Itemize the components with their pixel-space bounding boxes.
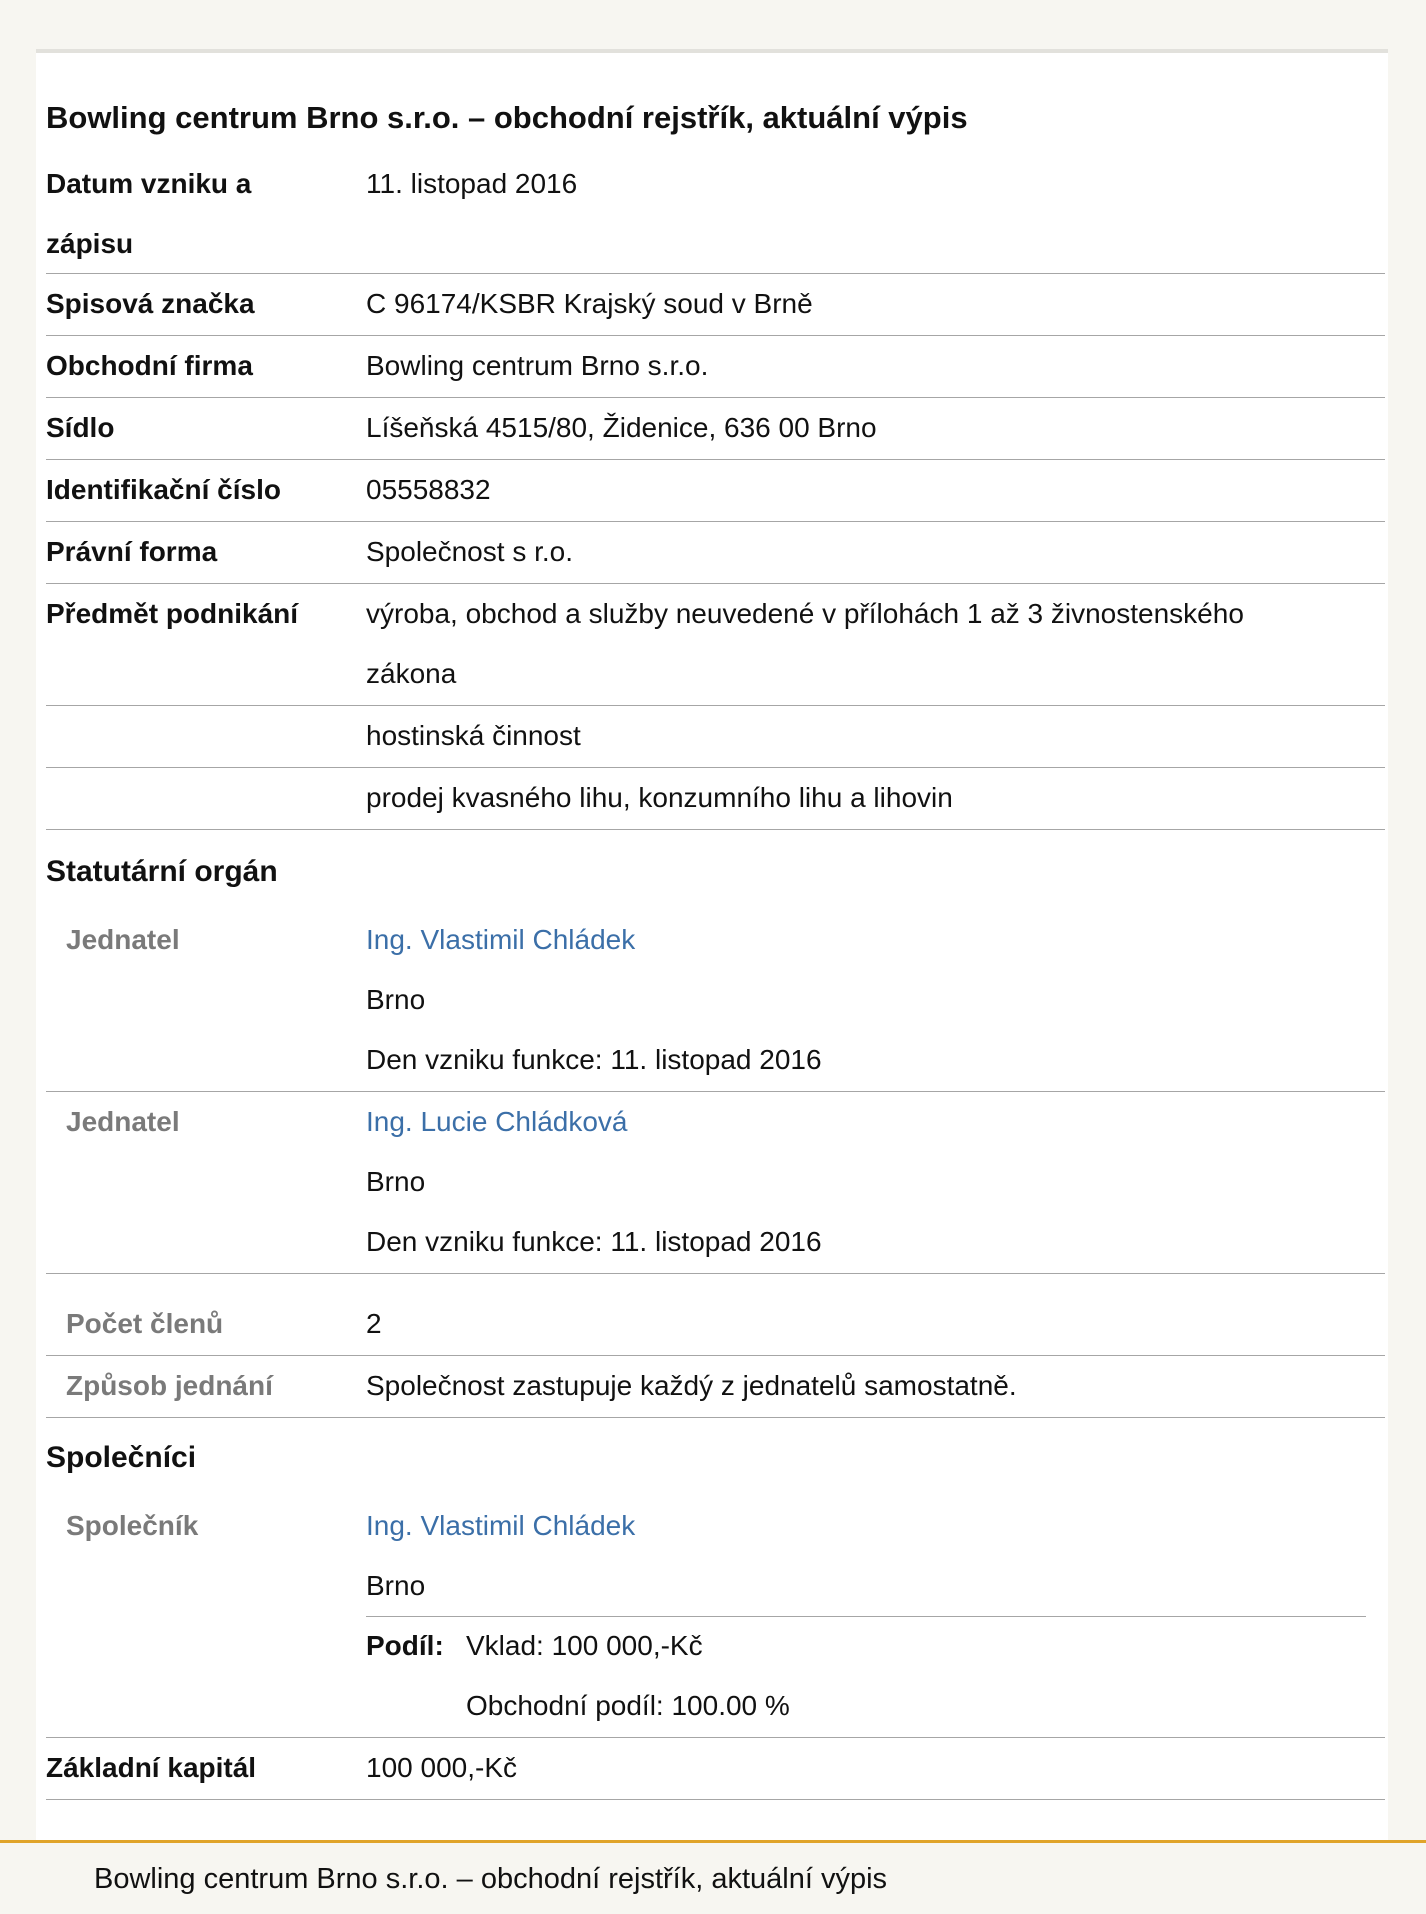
- predmet-item: zákona: [366, 658, 457, 689]
- person-link[interactable]: Ing. Lucie Chládková: [366, 1106, 628, 1137]
- label-jednatel: Jednatel: [66, 1106, 180, 1137]
- value-predmet-3: prodej kvasného lihu, konzumního lihu a lihovin: [366, 782, 953, 813]
- row-predmet-2: [46, 706, 1385, 768]
- value-jednatel-1: [366, 910, 1376, 1090]
- predmet-item: výroba, obchod a služby neuvedené v přílohách 1 až 3 živnostenského: [366, 598, 1244, 629]
- person-city: Brno: [366, 1570, 426, 1601]
- person-link[interactable]: Ing. Vlastimil Chládek: [366, 1510, 636, 1541]
- statutarni-table: [46, 910, 1385, 1418]
- row-jednatel-2: [46, 1092, 1385, 1274]
- row-ic: [46, 460, 1385, 522]
- label-zpusob: Způsob jednání: [66, 1370, 273, 1401]
- label-datum-line1: Datum vzniku a: [46, 168, 252, 199]
- row-forma: [46, 522, 1385, 584]
- value-kapital: 100 000,-Kč: [366, 1752, 517, 1783]
- value-jednatel-2: [366, 1092, 1376, 1272]
- row-predmet-1: [46, 584, 1385, 706]
- value-sidlo: Líšeňská 4515/80, Židenice, 636 00 Brno: [366, 412, 877, 443]
- value-ic: 05558832: [366, 474, 491, 505]
- label-forma: Právní forma: [46, 536, 218, 567]
- row-firma: [46, 336, 1385, 398]
- row-predmet-3: [46, 768, 1385, 830]
- row-jednatel-1: [46, 910, 1385, 1092]
- footer: [0, 1843, 1426, 1914]
- label-datum-line2: zápisu: [46, 228, 134, 259]
- label-spisova: Spisová značka: [46, 288, 255, 319]
- section-spolecnici: Společníci: [46, 1441, 197, 1474]
- value-spisova: C 96174/KSBR Krajský soud v Brně: [366, 288, 813, 319]
- row-spisova: [46, 274, 1385, 336]
- label-ic: Identifikační číslo: [46, 474, 281, 505]
- main-table: [46, 154, 1385, 830]
- value-zpusob: Společnost zastupuje každý z jednatelů samostatně.: [366, 1370, 1017, 1401]
- row-datum: [46, 154, 1385, 274]
- spolecnici-table: [46, 1496, 1385, 1800]
- podil-obchodni: Obchodní podíl: 100.00 %: [466, 1690, 790, 1721]
- row-pocet: [46, 1274, 1385, 1356]
- footer-text: Bowling centrum Brno s.r.o. – obchodní rejstřík, aktuální výpis: [94, 1863, 888, 1895]
- section-statutarni: Statutární orgán: [46, 855, 278, 888]
- row-sidlo: [46, 398, 1385, 460]
- person-since: Den vzniku funkce: 11. listopad 2016: [366, 1044, 822, 1075]
- person-city: Brno: [366, 1166, 426, 1197]
- podil-label: Podíl:: [366, 1630, 444, 1661]
- podil-vklad: Vklad: 100 000,-Kč: [466, 1630, 703, 1661]
- label-kapital: Základní kapitál: [46, 1752, 257, 1783]
- person-since: Den vzniku funkce: 11. listopad 2016: [366, 1226, 822, 1257]
- row-spolecnik: [46, 1496, 1385, 1738]
- row-kapital: [46, 1738, 1385, 1800]
- person-link[interactable]: Ing. Vlastimil Chládek: [366, 924, 636, 955]
- label-firma: Obchodní firma: [46, 350, 253, 381]
- label-spolecnik: Společník: [66, 1510, 199, 1541]
- person-city: Brno: [366, 984, 426, 1015]
- value-predmet-1: [366, 584, 1376, 704]
- label-predmet: Předmět podnikání: [46, 598, 299, 629]
- value-pocet: 2: [366, 1308, 382, 1339]
- value-firma: Bowling centrum Brno s.r.o.: [366, 350, 709, 381]
- value-predmet-2: hostinská činnost: [366, 720, 581, 751]
- row-zpusob: [46, 1356, 1385, 1418]
- page-title: Bowling centrum Brno s.r.o. – obchodní rejstřík, aktuální výpis: [46, 100, 968, 135]
- label-sidlo: Sídlo: [46, 412, 115, 443]
- podil-divider: [366, 1616, 1366, 1617]
- label-pocet: Počet členů: [66, 1308, 224, 1339]
- label-datum: [46, 154, 356, 274]
- label-jednatel: Jednatel: [66, 924, 180, 955]
- value-forma: Společnost s r.o.: [366, 536, 574, 567]
- value-datum: 11. listopad 2016: [366, 168, 578, 199]
- podil-block: [366, 1616, 1376, 1736]
- registry-card: [36, 53, 1388, 1840]
